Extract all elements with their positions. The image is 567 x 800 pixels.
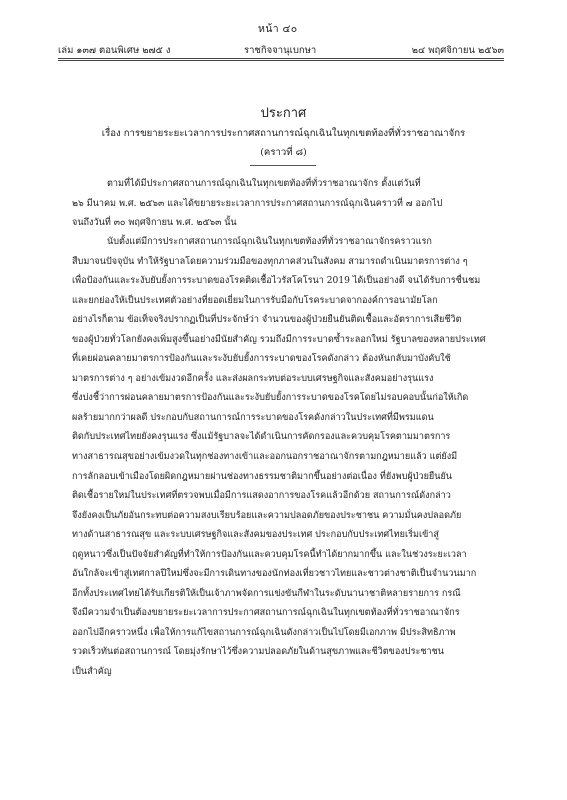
paragraph-line: ผลร้ายมากกว่าผลดี ประกอบกับสถานการณ์การระบาดของโรคดังกล่าวในประเทศที่มีพรมแดน [72,412,434,423]
announcement-issue: (คราวที่ ๘) [260,147,307,158]
paragraph-line: เพื่อป้องกันและระงับยับยั้งการระบาดของโรคติดเชื้อไวรัสโคโรนา 2019 ได้เป็นอย่างดี จนได้รับการชื่นชม [72,276,481,287]
paragraph-line: และยกย่องให้เป็นประเทศตัวอย่างที่ยอดเยี่ยมในการรับมือกับโรคระบาดจากองค์การอนามัยโลก [72,295,438,306]
page-number: หน้า ๔๐ [258,23,298,35]
paragraph-line: มาตรการต่าง ๆ อย่างเข้มงวดอีกครั้ง และส่งผลกระทบต่อระบบเศรษฐกิจและสังคมอย่างรุนแรง [72,373,434,384]
paragraph-line: ทางสาธารณสุขอย่างเข้มงวดในทุกช่องทางเข้าและออกนอกราชอาณาจักรตามกฎหมายแล้ว แต่ยังมี [72,452,458,463]
publication-name: ราชกิจจานุเบกษา [244,45,317,56]
paragraph-line: ฤดูหนาวซึ่งเป็นปัจจัยสำคัญที่ทำให้การป้องกันและควบคุมโรคนี้ทำได้ยากมากขึ้น และในช่วงระยะเวลา [72,549,467,560]
publication-date: ๒๔ พฤศจิกายน ๒๕๖๓ [411,45,504,56]
paragraph-line: อีกทั้งประเทศไทยได้รับเกียรติให้เป็นเจ้าภาพจัดการแข่งขันกีฬาในระดับนานาชาติหลายรายการ กรณี [72,588,461,599]
title-divider [250,165,316,166]
paragraph-line: ๒๖ มีนาคม พ.ศ. ๒๕๖๓ และได้ขยายระยะเวลาการประกาศสถานการณ์ฉุกเฉินคราวที่ ๗ ออกไป [72,198,443,209]
paragraph-line: ทางด้านสาธารณสุข และระบบเศรษฐกิจและสังคมของประเทศ ประกอบกับประเทศไทยเริ่มเข้าสู่ [72,530,439,541]
paragraph-line: ติดกับประเทศไทยยังคงรุนแรง ซึ่งแม้รัฐบาลจะได้ดำเนินการคัดกรองและควบคุมโรคตามมาตรการ [72,432,451,443]
paragraph-line: อันใกล้จะเข้าสู่เทศกาลปีใหม่ซึ่งจะมีการเดินทางของนักท่องเที่ยวชาวไทยและชาวต่างชาติเป็นจำนวนมาก [72,569,477,580]
paragraph-line: จนถึงวันที่ ๓๐ พฤศจิกายน พ.ศ. ๒๕๖๓ นั้น [72,218,237,229]
paragraph-line: เป็นสำคัญ [72,667,112,678]
paragraph-line: ติดเชื้อรายใหม่ในประเทศที่ตรวจพบเมื่อมีการแสดงอาการของโรคแล้วอีกด้วย สถานการณ์ดังกล่าว [72,491,451,502]
paragraph-1 [72,175,508,234]
paragraph-line: จึงยังคงเป็นภัยอันกระทบต่อความสงบเรียบร้อยและความปลอดภัยของประชาชน ความมั่นคงปลอดภัย [72,510,462,521]
header-rule [58,58,504,61]
paragraph-line: อย่างไรก็ตาม ข้อเท็จจริงปรากฏเป็นที่ประจักษ์ว่า จำนวนของผู้ป่วยยืนยันติดเชื้อและอัตราการเสียชีวิต [72,315,462,326]
paragraph-line: การลักลอบเข้าเมืองโดยผิดกฎหมายผ่านช่องทางธรรมชาติมากขึ้นอย่างต่อเนื่อง ที่ยังพบผู้ป่วยยืนยัน [72,471,452,482]
paragraph-line: ออกไปอีกคราวหนึ่ง เพื่อให้การแก้ไขสถานการณ์ฉุกเฉินดังกล่าวเป็นไปโดยมีเอกภาพ มีประสิทธิภาพ [72,627,456,638]
paragraph-line: สืบมาจนปัจจุบัน ทำให้รัฐบาลโดยความร่วมมือของทุกภาคส่วนในสังคม สามารถดำเนินมาตรการต่าง ๆ [72,256,468,267]
paragraph-line: นับตั้งแต่มีการประกาศสถานการณ์ฉุกเฉินในทุกเขตท้องที่ทั่วราชอาณาจักรคราวแรก [107,237,432,247]
paragraph-line: ของผู้ป่วยทั่วโลกยังคงเพิ่มสูงขึ้นอย่างมีนัยสำคัญ รวมถึงมีการระบาดซ้ำระลอกใหม่ รัฐบาลของหลายประเทศ [72,334,486,345]
paragraph-line: รวดเร็วทันต่อสถานการณ์ โดยมุ่งรักษาไว้ซึ่งความปลอดภัยในด้านสุขภาพและชีวิตของประชาชน [72,647,445,658]
paragraph-line: ซึ่งบ่งชี้ว่าการผ่อนคลายมาตรการป้องกันและระงับยับยั้งการระบาดของโรคโดยไม่รอบคอบนั้นก่อให้เกิด [72,393,469,404]
volume-issue: เล่ม ๑๓๗ ตอนพิเศษ ๒๗๕ ง [58,45,171,56]
paragraph-2 [72,233,508,683]
paragraph-line: ตามที่ได้มีประกาศสถานการณ์ฉุกเฉินในทุกเขตท้องที่ทั่วราชอาณาจักร ตั้งแต่วันที่ [107,179,421,189]
paragraph-line: ที่เคยผ่อนคลายมาตรการป้องกันและระงับยับยั้งการระบาดของโรคดังกล่าว ต้องหันกลับมาบังคับใช้ [72,354,451,365]
announcement-title: ประกาศ [260,106,307,121]
announcement-subject: เรื่อง การขยายระยะเวลาการประกาศสถานการณ์ฉุกเฉินในทุกเขตท้องที่ทั่วราชอาณาจักร [101,128,466,139]
paragraph-line: จึงมีความจำเป็นต้องขยายระยะเวลาการประกาศสถานการณ์ฉุกเฉินในทุกเขตท้องที่ทั่วราชอาณาจักร [72,608,460,619]
